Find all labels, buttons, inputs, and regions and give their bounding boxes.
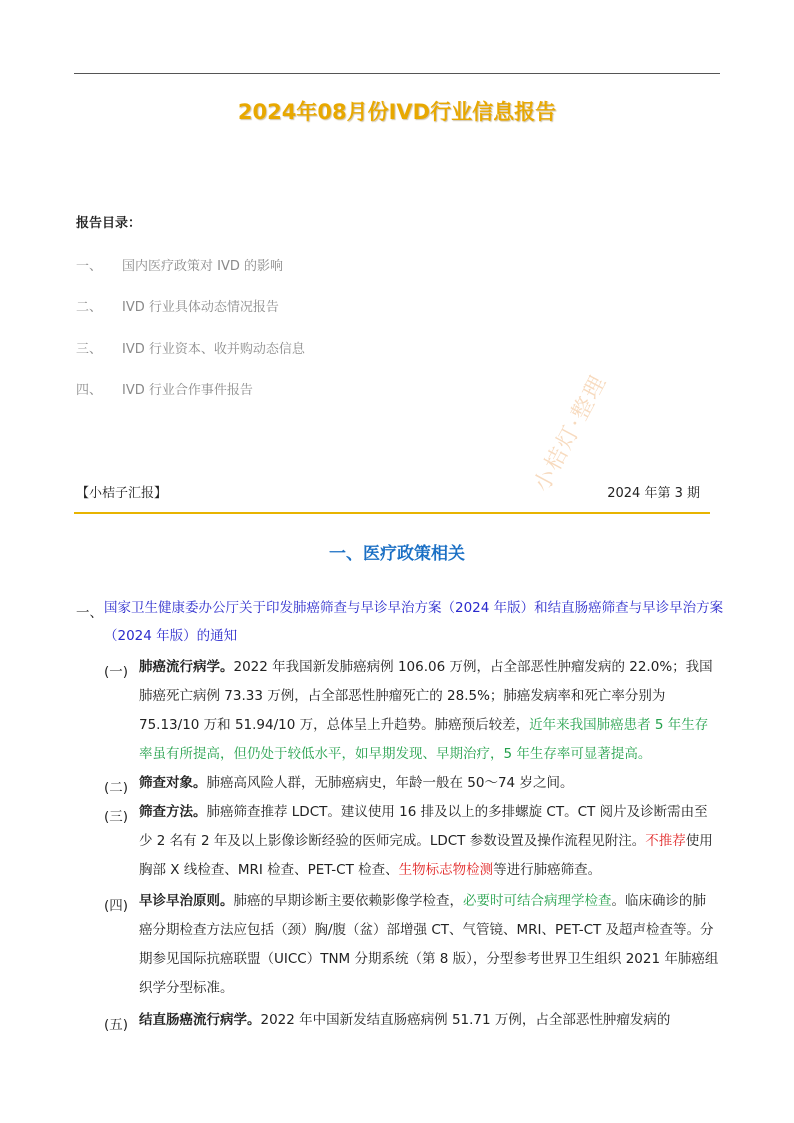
toc-item: [76, 255, 283, 274]
paragraph-screening-target: [139, 769, 719, 798]
toc-item-number: 二、: [76, 300, 103, 315]
para-number: (三): [104, 809, 129, 825]
toc-item-number: 三、: [76, 342, 103, 357]
paragraph-early-diagnosis: [139, 887, 719, 1003]
para-text: 肺癌筛查推荐 LDCT。建议使用 16 排及以上的多排螺旋 CT。CT 阅片及诊断需由至少 2 名有 2 年及以上影像诊断经验的医师完成。LDCT 参数设置及操作流程见附注。: [139, 804, 708, 849]
para-heading: 肺癌流行病学。: [139, 659, 234, 675]
para-heading: 结直肠癌流行病学。: [139, 1012, 261, 1028]
section-title: 一、医疗政策相关: [329, 544, 465, 564]
toc-item: [76, 296, 279, 315]
para-heading: 早诊早治原则。: [139, 893, 234, 909]
toc-item-number: 一、: [76, 259, 103, 274]
watermark: 小桔灯·整理: [529, 370, 613, 497]
para-text: 等进行肺癌筛查。: [493, 862, 602, 878]
para-text: 2022 年我国新发肺癌病例 106.06 万例，占全部恶性肿瘤发病的 22.0%；我国肺癌死亡病例 73.33 万例，占全部恶性肿瘤死亡的 28.5%；肺癌发病率和死亡率分别为 75.13/10 万和 51.94/10 万，总体呈上升趋势。肺癌预后较差，: [139, 659, 713, 733]
para-number: (五): [104, 1017, 129, 1033]
report-source: 【小桔子汇报】: [76, 486, 168, 501]
toc-item: [76, 338, 305, 357]
paragraph-colorectal-epidemiology: [139, 1006, 719, 1035]
para-heading: 筛查方法。: [139, 804, 207, 820]
para-number: (二): [104, 780, 129, 796]
notice-title-link[interactable]: 国家卫生健康委办公厅关于印发肺癌筛查与早诊早治方案（2024 年版）和结直肠癌筛查与早诊早治方案（2024 年版）的通知: [104, 600, 724, 644]
para-text: 肺癌的早期诊断主要依赖影像学检查，: [233, 893, 463, 909]
para-text: 使用胸部 X 线检查、MRI 检查、PET-CT 检查、: [139, 833, 713, 878]
notice-number: 一、: [76, 605, 103, 621]
paragraph-lung-epidemiology: [139, 653, 719, 769]
toc-heading: 报告目录：: [76, 216, 142, 231]
highlight-green-text: 必要时可结合病理学检查: [463, 893, 612, 909]
issue-number: 2024 年第 3 期: [607, 486, 700, 501]
document-title: 2024年08月份IVD行业信息报告: [237, 100, 557, 124]
gold-divider: [74, 512, 710, 514]
toc-item-label: IVD 行业合作事件报告: [122, 383, 253, 398]
para-heading: 筛查对象。: [139, 775, 207, 791]
highlight-green-text: 近年来我国肺癌患者 5 年生存率虽有所提高，但仍处于较低水平，如早期发现、早期治疗，5 年生存率可显著提高。: [139, 717, 709, 762]
paragraph-screening-method: [139, 798, 719, 885]
para-number: (一): [104, 664, 129, 680]
toc-item-label: IVD 行业具体动态情况报告: [122, 300, 279, 315]
highlight-red-text: 生物标志物检测: [398, 862, 494, 878]
para-number: (四): [104, 898, 129, 914]
highlight-red-text: 不推荐: [645, 833, 686, 849]
para-text: 肺癌高风险人群，无肺癌病史，年龄一般在 50～74 岁之间。: [206, 775, 574, 791]
toc-item-label: 国内医疗政策对 IVD 的影响: [122, 259, 284, 274]
toc-item-number: 四、: [76, 383, 103, 398]
para-text: 。临床确诊的肺癌分期检查方法应包括（颈）胸/腹（盆）部增强 CT、气管镜、MRI、PET-CT 及超声检查等。分期参见国际抗癌联盟（UICC）TNM 分期系统（第 8 版），分型参考世界卫生组织 2021 年肺癌组织学分型标准。: [139, 893, 719, 996]
toc-item: [76, 379, 253, 398]
para-text: 2022 年中国新发结直肠癌病例 51.71 万例，占全部恶性肿瘤发病的: [260, 1012, 671, 1028]
toc-item-label: IVD 行业资本、收并购动态信息: [122, 342, 305, 357]
top-rule: [74, 73, 720, 74]
